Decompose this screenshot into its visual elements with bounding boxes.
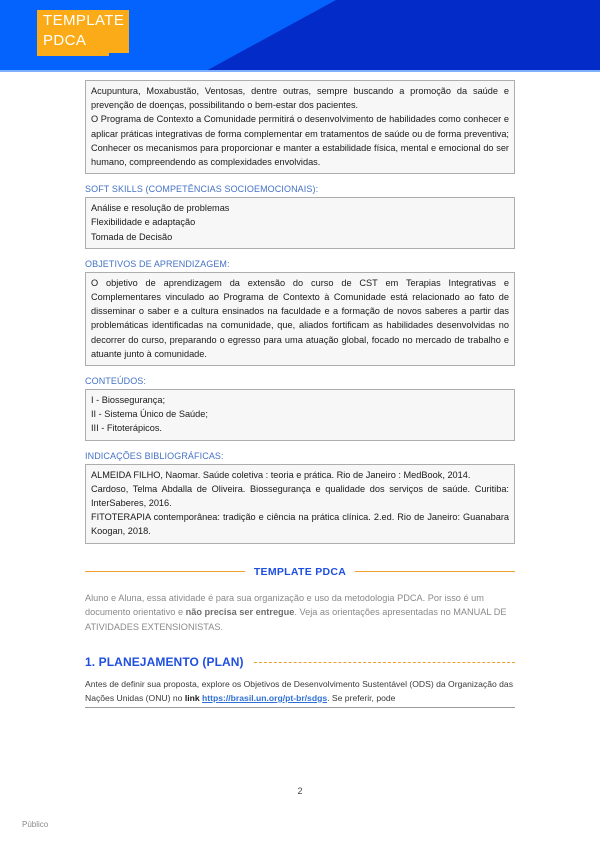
banner-template-tag — [37, 10, 129, 53]
ods-link[interactable]: https://brasil.un.org/pt-br/sdgs — [202, 692, 328, 703]
conteudos-label: CONTEÚDOS: — [85, 376, 147, 387]
divider-rule-right — [355, 571, 515, 573]
conteudos-item: III - Fitoterápicos. — [91, 423, 162, 434]
planejamento-dashed-rule — [254, 662, 515, 663]
intro-text-part1: Aluno e Aluna, essa atividade é para sua organização e uso da metodologia PDCA. Por isso é um documento orientativo e — [85, 592, 484, 618]
objetivos-box — [85, 272, 515, 366]
intro-text-part2: . Veja as orientações apresentadas no MANUAL DE ATIVIDADES EXTENSIONISTAS. — [85, 607, 507, 632]
objetivos-text: O objetivo de aprendizagem da extensão do curso de CST em Terapias Integrativas e Complementares vinculado ao Programa de Contexto à Comunidade está relacionado ao fato de disseminar o saber e a cultura ensinados na faculdade e a formação de novos saberes a partir das problemáticas identificadas na comunidade, que, aliados fortificam as habilidades desenvolvidas no decorrer do curso, preparando o egresso para uma atuação global, focado no mercado de trabalho e atuante junto à comunidade. — [91, 277, 509, 359]
planejamento-link-prefix: link — [184, 692, 200, 703]
bibliografia-box — [85, 464, 515, 544]
soft-skills-label: SOFT SKILLS (COMPETÊNCIAS SOCIOEMOCIONAIS): — [85, 184, 319, 195]
divider-rule-left — [85, 571, 245, 573]
bibliografia-item: Cardoso, Telma Abdalla de Oliveira. Biossegurança e qualidade dos serviços de saúde. Curitiba: InterSaberes, 2016. — [91, 483, 509, 509]
planejamento-text-part2: . Se preferir, pode — [327, 692, 396, 703]
banner-tag-line2: PDCA — [43, 32, 87, 49]
page-content — [85, 72, 515, 708]
conteudos-item: I - Biossegurança; — [91, 395, 166, 406]
page-header-banner — [0, 0, 600, 72]
planejamento-body — [85, 678, 515, 705]
bibliografia-item: ALMEIDA FILHO, Naomar. Saúde coletiva : teoria e prática. Rio de Janeiro : MedBook, 2014. — [91, 469, 471, 480]
template-pdca-intro — [85, 591, 515, 635]
objetivos-label: OBJETIVOS DE APRENDIZAGEM: — [85, 258, 230, 269]
bibliografia-label: INDICAÇÕES BIBLIOGRÁFICAS: — [85, 450, 224, 461]
planejamento-text-part1: Antes de definir sua proposta, explore os Objetivos de Desenvolvimento Sustentável (ODS) da Organização das Nações Unidas (ONU) no — [85, 679, 514, 703]
page-cut-rule — [85, 707, 515, 708]
soft-skills-box — [85, 197, 515, 249]
banner-tag-line1: TEMPLATE — [43, 12, 125, 29]
bibliografia-item: FITOTERAPIA contemporânea: tradição e ciência na prática clínica. 2.ed. Rio de Janeiro: Guanabara Koogan, 2018. — [91, 512, 509, 537]
conteudos-box — [85, 389, 515, 441]
intro-paragraph-2: O Programa de Contexto a Comunidade permitirá o desenvolvimento de habilidades como conhecer e aplicar práticas integrativas de forma complementar em tratamentos de saúde ou de forma preventiva; Conhecer os mecanismos para proporcionar e manter a estabilidade física, mental e emocional do ser humano, compreendendo as complexidades envolvidas. — [91, 114, 509, 168]
planejamento-section-header — [85, 655, 515, 669]
footer-classification: Público — [22, 820, 49, 829]
intro-paragraph-1: Acupuntura, Moxabustão, Ventosas, dentre outras, sempre buscando a promoção da saúde e prevenção de doenças, possibilitando o bem-estar dos pacientes. — [91, 86, 509, 111]
soft-skills-item: Análise e resolução de problemas — [91, 203, 230, 214]
intro-text-bold: não precisa ser entregue — [185, 607, 295, 618]
planejamento-title: 1. PLANEJAMENTO (PLAN) — [85, 655, 244, 670]
document-page — [0, 72, 600, 708]
conteudos-item: II - Sistema Único de Saúde; — [91, 409, 208, 420]
template-pdca-divider — [85, 566, 515, 578]
template-pdca-title: TEMPLATE PDCA — [253, 565, 347, 578]
intro-text-box — [85, 80, 515, 174]
soft-skills-item: Tomada de Decisão — [91, 231, 173, 242]
page-number: 2 — [297, 786, 303, 796]
soft-skills-item: Flexibilidade e adaptação — [91, 217, 196, 228]
